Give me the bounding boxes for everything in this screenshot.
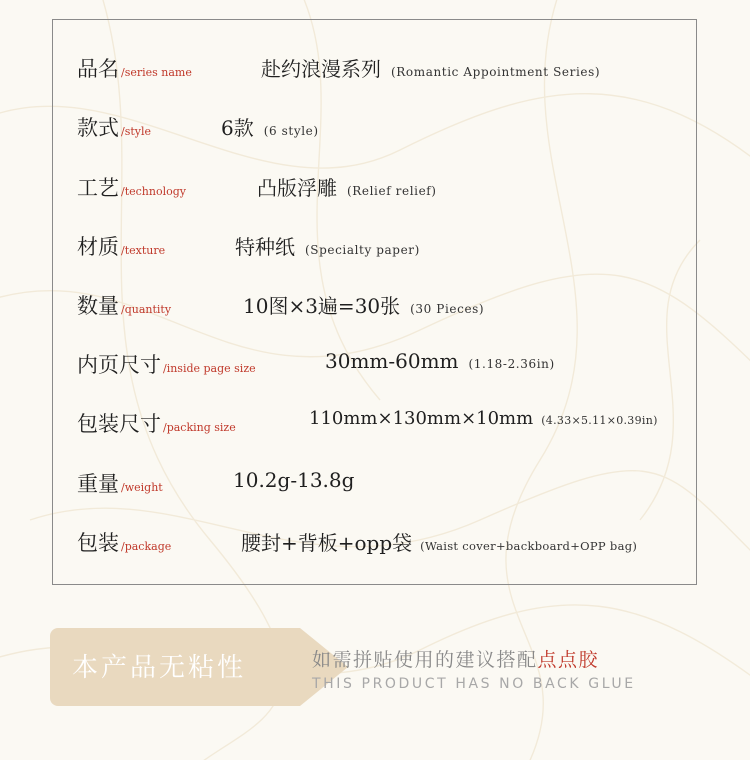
spec-value: 赴约浪漫系列 bbox=[261, 57, 381, 81]
spec-row-weight bbox=[77, 468, 163, 500]
spec-note: (Specialty paper) bbox=[305, 243, 420, 257]
spec-label-cn: 款式 bbox=[77, 116, 119, 140]
spec-row-package bbox=[77, 527, 171, 559]
spec-label-en: /texture bbox=[121, 244, 166, 257]
spec-row-series bbox=[77, 53, 192, 85]
spec-row-technology bbox=[77, 172, 186, 204]
advice-highlight: 点点胶 bbox=[537, 649, 600, 671]
spec-row-quantity bbox=[77, 290, 171, 322]
spec-value: 30mm-60mm bbox=[325, 349, 459, 373]
spec-label-en: /quantity bbox=[121, 303, 172, 316]
spec-label-cn: 品名 bbox=[77, 57, 119, 81]
spec-value-style bbox=[221, 112, 319, 141]
spec-row-style bbox=[77, 112, 151, 144]
spec-table bbox=[52, 19, 697, 585]
spec-label-en: /inside page size bbox=[163, 362, 256, 375]
advice-english: THIS PRODUCT HAS NO BACK GLUE bbox=[312, 676, 636, 692]
spec-value: 110mm×130mm×10mm bbox=[309, 408, 534, 429]
spec-value: 特种纸 bbox=[235, 235, 295, 259]
spec-value: 10图×3遍=30张 bbox=[243, 294, 401, 318]
spec-note: (6 style) bbox=[263, 124, 319, 138]
spec-value: 凸版浮雕 bbox=[257, 176, 337, 200]
spec-value: 10.2g-13.8g bbox=[233, 468, 355, 492]
spec-label-en: /technology bbox=[121, 185, 186, 198]
spec-note: (Relief relief) bbox=[347, 184, 437, 198]
spec-label-cn: 包装尺寸 bbox=[77, 412, 161, 436]
spec-row-packing-size bbox=[77, 408, 236, 440]
glue-advice bbox=[312, 645, 599, 672]
advice-text: 如需拼贴使用的建议搭配 bbox=[312, 649, 538, 671]
spec-note: (Romantic Appointment Series) bbox=[391, 65, 601, 79]
spec-label-cn: 包装 bbox=[77, 531, 119, 555]
spec-value: 6款 bbox=[221, 116, 254, 140]
spec-label-cn: 材质 bbox=[77, 235, 119, 259]
spec-value-packing-size bbox=[309, 408, 658, 429]
spec-note: (4.33×5.11×0.39in) bbox=[541, 414, 658, 427]
spec-value: 腰封+背板+opp袋 bbox=[241, 531, 413, 555]
spec-label-cn: 工艺 bbox=[77, 176, 119, 200]
banner-text: 本产品无粘性 bbox=[72, 653, 247, 683]
spec-value-texture bbox=[235, 231, 420, 260]
spec-note: (30 Pieces) bbox=[410, 302, 485, 316]
no-glue-banner bbox=[50, 628, 300, 706]
spec-label-cn: 内页尺寸 bbox=[77, 353, 161, 377]
spec-row-inside-page-size bbox=[77, 349, 256, 381]
spec-note: (Waist cover+backboard+OPP bag) bbox=[420, 539, 638, 553]
spec-note: (1.18-2.36in) bbox=[468, 357, 555, 371]
spec-value-inside-page-size bbox=[325, 349, 555, 373]
spec-label-en: /package bbox=[121, 540, 172, 553]
spec-value-series bbox=[261, 53, 600, 82]
spec-label-cn: 数量 bbox=[77, 294, 119, 318]
spec-label-en: /series name bbox=[121, 66, 192, 79]
spec-label-en: /packing size bbox=[163, 421, 236, 434]
spec-value-package bbox=[241, 527, 637, 556]
spec-value-quantity bbox=[243, 290, 484, 319]
spec-value-technology bbox=[257, 172, 437, 201]
spec-value-weight bbox=[233, 468, 354, 492]
spec-label-en: /weight bbox=[121, 481, 163, 494]
spec-label-en: /style bbox=[121, 125, 152, 138]
spec-label-cn: 重量 bbox=[77, 472, 119, 496]
spec-row-texture bbox=[77, 231, 165, 263]
